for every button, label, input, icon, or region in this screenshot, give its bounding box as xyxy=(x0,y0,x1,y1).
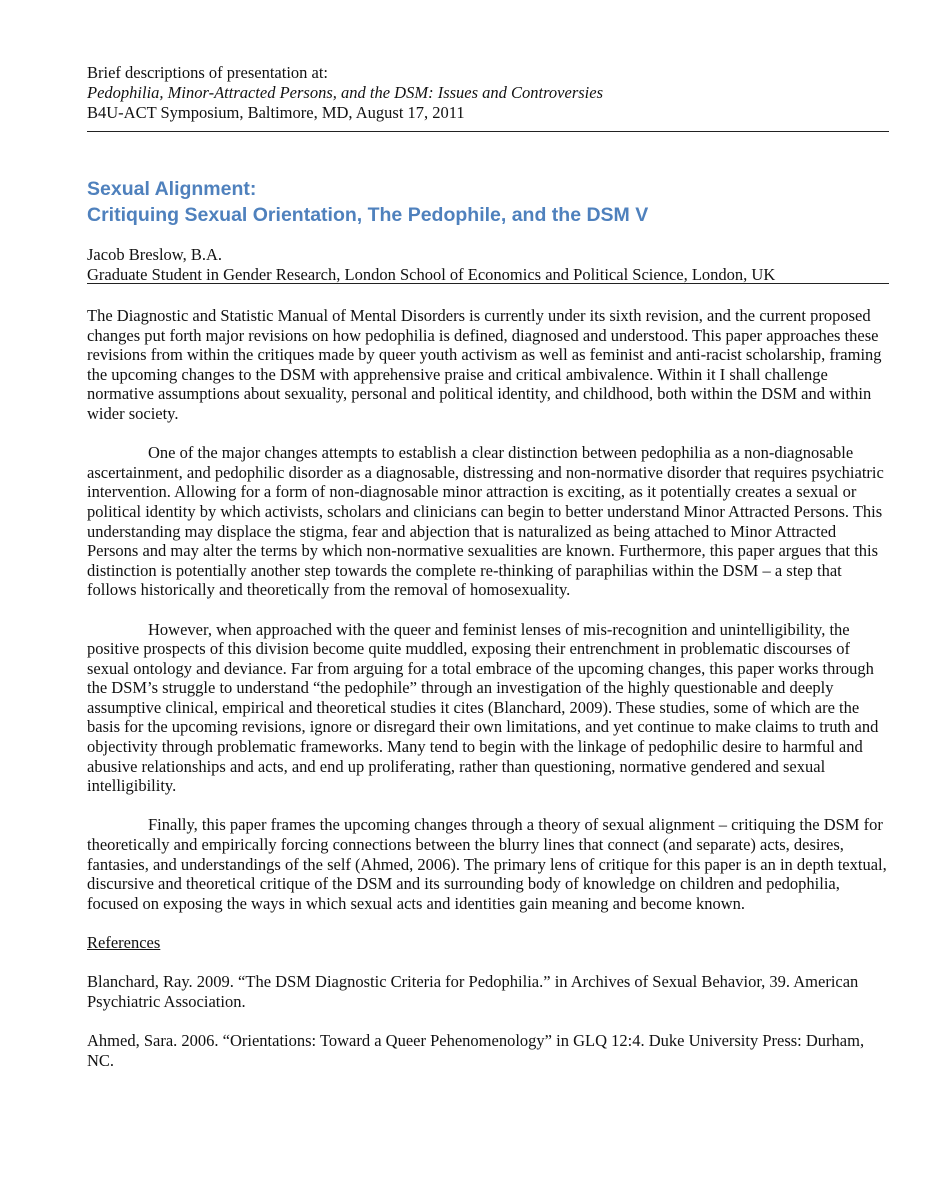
abstract-body xyxy=(87,306,889,1090)
author-block xyxy=(87,245,887,285)
paragraph-4: Finally, this paper frames the upcoming changes through a theory of sexual alignment – critiquing the DSM for theoretically and empirically forcing connections between the blurry lines that connect (and separate) acts, desires, fantasies, and understandings of the self (Ahmed, 2006). The primary lens of critique for this paper is an in depth textual, discursive and theoretical critique of the DSM and its surrounding body of knowledge on children and pedophilia, focused on exposing the ways in which sexual acts and identities gain meaning and become known. xyxy=(87,815,887,913)
header-intro: Brief descriptions of presentation at: xyxy=(87,63,329,82)
author-name: Jacob Breslow, B.A. xyxy=(87,245,223,264)
author-divider xyxy=(87,283,889,284)
paragraph-3: However, when approached with the queer and feminist lenses of mis-recognition and unintelligibility, the positive prospects of this division become quite muddled, exposing their entrenchment in problematic discourses of sexual ontology and deviance. Far from arguing for a total embrace of the upcoming changes, this paper works through the DSM’s struggle to understand “the pedophile” through an investigation of the highly questionable and deeply assumptive clinical, empirical and theoretical studies it cites (Blanchard, 2009). These studies, some of which are the basis for the upcoming revisions, ignore or disregard their own limitations, and yet continue to make claims to truth and objectivity through problematic frameworks. Many tend to begin with the linkage of pedophilic desire to harmful and abusive relationships and acts, and end up proliferating, rather than questioning, normative gendered and sexual intelligibility. xyxy=(87,619,879,796)
paper-title-line-1: Sexual Alignment: xyxy=(87,178,257,200)
paper-title xyxy=(87,176,887,228)
paper-title-line-2: Critiquing Sexual Orientation, The Pedophile, and the DSM V xyxy=(87,204,649,226)
paragraph-1: The Diagnostic and Statistic Manual of Mental Disorders is currently under its sixth revision, and the current proposed changes put forth major revisions on how pedophilia is defined, diagnosed and understood. This paper approaches these revisions from within the critiques made by queer youth activism as well as feminist and anti-racist scholarship, framing the upcoming changes to the DSM with apprehensive praise and critical ambivalence. Within it I shall challenge normative assumptions about sexuality, personal and political identity, and childhood, both within the DSM and within wider society. xyxy=(87,306,882,423)
symposium-title: Pedophilia, Minor-Attracted Persons, and the DSM: Issues and Controversies xyxy=(87,83,603,102)
paragraph-2: One of the major changes attempts to establish a clear distinction between pedophilia as a non-diagnosable ascertainment, and pedophilic disorder as a diagnosable, distressing and non-normative disorder that requires psychiatric intervention. Allowing for a form of non-diagnosable minor attraction is exciting, as it potentially creates a sexual or political identity by which activists, scholars and clinicians can begin to better understand Minor Attracted Persons. This understanding may displace the stigma, fear and abjection that is naturalized as being attached to Minor Attracted Persons and may alter the terms by which non-normative sexualities are known. Furthermore, this paper argues that this distinction is potentially another step towards the complete re-thinking of paraphilias within the DSM – a step that follows historically and theoretically from the removal of homosexuality. xyxy=(87,443,884,600)
header-divider xyxy=(87,131,889,132)
reference-item-1: Blanchard, Ray. 2009. “The DSM Diagnostic Criteria for Pedophilia.” in Archives of Sexual Behavior, 39. American Psychiatric Association. xyxy=(87,972,859,1011)
references-heading: References xyxy=(87,933,161,952)
reference-item-2: Ahmed, Sara. 2006. “Orientations: Toward a Queer Pehenomenology” in GLQ 12:4. Duke University Press: Durham, NC. xyxy=(87,1030,865,1070)
document-header xyxy=(87,63,887,123)
author-affiliation: Graduate Student in Gender Research, London School of Economics and Political Science, London, UK xyxy=(87,265,776,284)
symposium-location-date: B4U-ACT Symposium, Baltimore, MD, August 17, 2011 xyxy=(87,103,465,122)
